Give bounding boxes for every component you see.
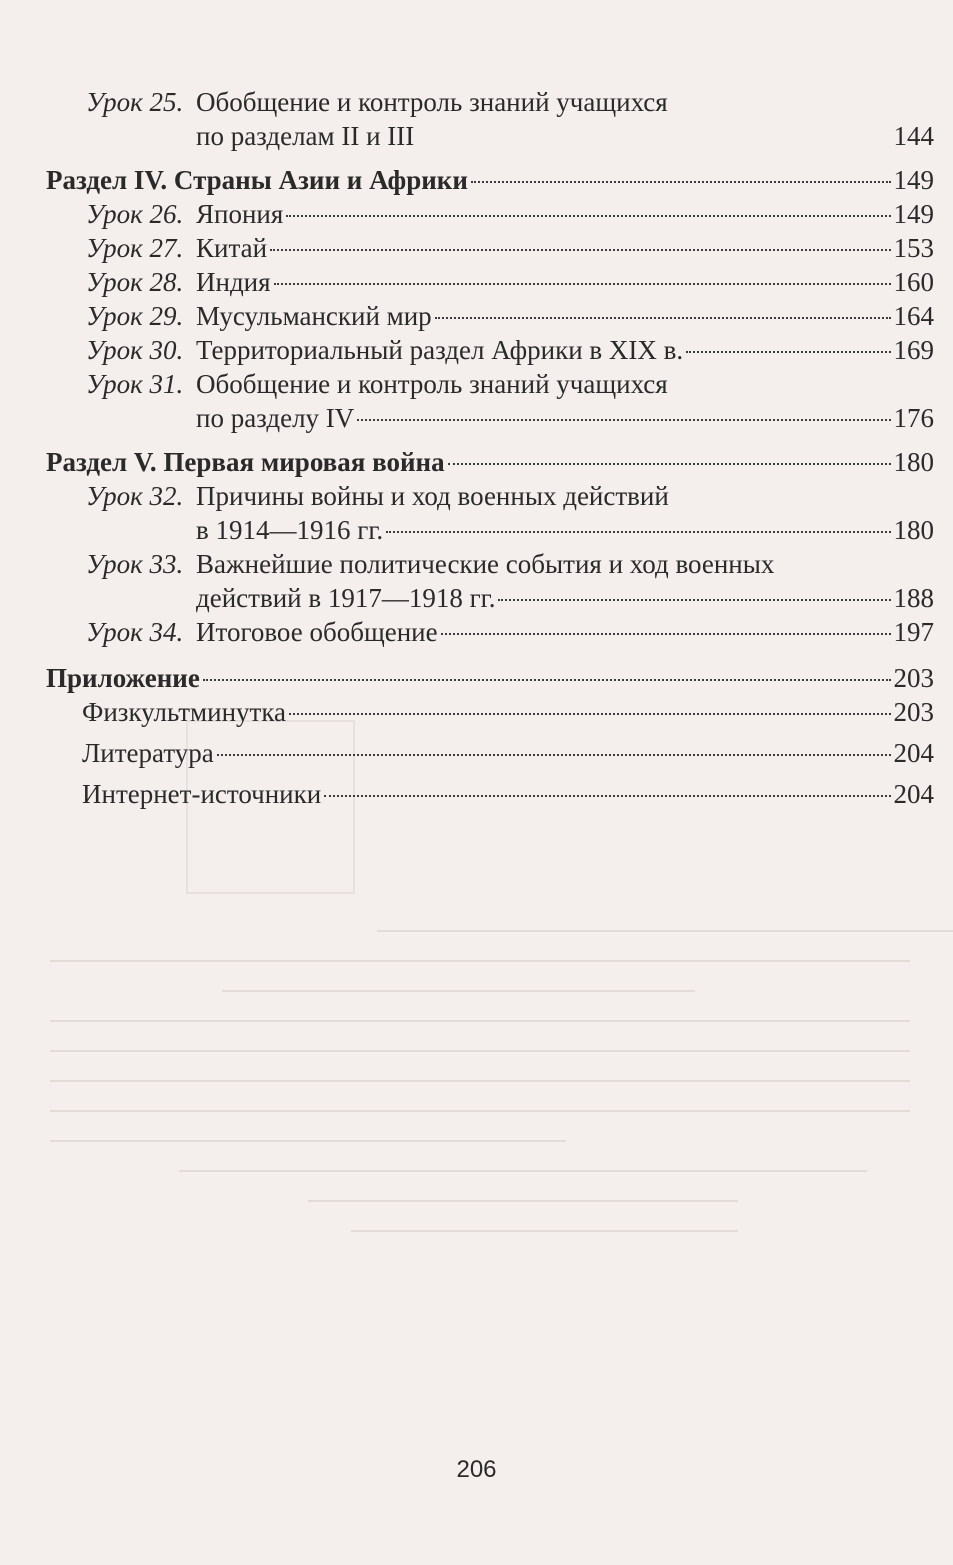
- toc-entry-lesson-34[interactable]: [46, 617, 934, 651]
- page-ref: 160: [893, 267, 934, 297]
- page-ref: 204: [893, 738, 934, 768]
- appendix-title: Приложение: [46, 663, 200, 693]
- toc-entry-lesson-30[interactable]: [46, 335, 934, 369]
- toc-entry-lesson-33-cont[interactable]: [46, 583, 934, 617]
- lesson-number: Урок 31.: [86, 369, 184, 399]
- page-ref: 197: [893, 617, 934, 647]
- page-ref: 149: [893, 165, 934, 195]
- appendix-item-title: Интернет-источники: [82, 779, 322, 809]
- dot-leader: [448, 463, 891, 465]
- appendix-item-title: Физкультминутка: [82, 697, 287, 727]
- lesson-title-line2: по разделу IV: [196, 403, 355, 433]
- lesson-title-line1: Обобщение и контроль знаний учащихся: [196, 369, 668, 399]
- lesson-title-line2: в 1914—1916 гг.: [196, 515, 384, 545]
- page-ref: 144: [893, 121, 934, 151]
- section-title: Раздел V. Первая мировая война: [46, 447, 445, 477]
- page-ref: 203: [893, 697, 934, 727]
- lesson-title-line2: действий в 1917—1918 гг.: [196, 583, 496, 613]
- table-of-contents: [46, 87, 934, 820]
- lesson-number: Урок 25.: [86, 87, 184, 117]
- page-ref: 169: [893, 335, 934, 365]
- toc-appendix-item-literatura[interactable]: [46, 738, 934, 779]
- toc-entry-lesson-32[interactable]: [46, 481, 934, 515]
- page-ref: 204: [893, 779, 934, 809]
- lesson-number: Урок 26.: [86, 199, 184, 229]
- dot-leader: [357, 419, 890, 421]
- dot-leader: [441, 633, 891, 635]
- toc-entry-lesson-32-cont[interactable]: [46, 515, 934, 549]
- toc-appendix[interactable]: [46, 663, 934, 697]
- toc-entry-lesson-25[interactable]: [46, 87, 934, 121]
- dot-leader: [435, 317, 891, 319]
- lesson-number: Урок 30.: [86, 335, 184, 365]
- page-ref: 176: [893, 403, 934, 433]
- toc-entry-lesson-31[interactable]: [46, 369, 934, 403]
- toc-appendix-item-internet[interactable]: [46, 779, 934, 820]
- toc-entry-lesson-27[interactable]: [46, 233, 934, 267]
- lesson-number: Урок 28.: [86, 267, 184, 297]
- toc-entry-lesson-26[interactable]: [46, 199, 934, 233]
- lesson-number: Урок 29.: [86, 301, 184, 331]
- lesson-title-line1: Важнейшие политические события и ход военных: [196, 549, 775, 579]
- dot-leader: [324, 795, 890, 797]
- dot-leader: [386, 531, 890, 533]
- dot-leader: [686, 351, 890, 353]
- dot-leader: [286, 215, 890, 217]
- lesson-title: Территориальный раздел Африки в XIX в.: [196, 335, 684, 365]
- dot-leader: [289, 713, 890, 715]
- toc-entry-lesson-33[interactable]: [46, 549, 934, 583]
- section-title: Раздел IV. Страны Азии и Африки: [46, 165, 468, 195]
- lesson-title: Китай: [196, 233, 268, 263]
- page-ref: 203: [893, 663, 934, 693]
- toc-section-5[interactable]: [46, 447, 934, 481]
- toc-appendix-item-fizkultminutka[interactable]: [46, 697, 934, 738]
- lesson-title-line1: Обобщение и контроль знаний учащихся: [196, 87, 668, 117]
- page-ref: 149: [893, 199, 934, 229]
- dot-leader: [274, 283, 891, 285]
- page-ref: 188: [893, 583, 934, 613]
- page-ref: 164: [893, 301, 934, 331]
- lesson-title: Япония: [196, 199, 284, 229]
- show-through-text: [50, 930, 910, 1350]
- dot-leader: [270, 249, 890, 251]
- page-ref: 180: [893, 447, 934, 477]
- dot-leader: [217, 754, 891, 756]
- lesson-number: Урок 34.: [86, 617, 184, 647]
- dot-leader: [471, 181, 891, 183]
- dot-leader: [203, 679, 891, 681]
- page-number: 206: [456, 1456, 497, 1483]
- toc-entry-lesson-28[interactable]: [46, 267, 934, 301]
- lesson-number: Урок 27.: [86, 233, 184, 263]
- page-ref: 153: [893, 233, 934, 263]
- dot-leader: [498, 599, 890, 601]
- lesson-title: Мусульманский мир: [196, 301, 432, 331]
- page-ref: 180: [893, 515, 934, 545]
- toc-section-4[interactable]: [46, 165, 934, 199]
- lesson-title: Индия: [196, 267, 271, 297]
- lesson-title: Итоговое обобщение: [196, 617, 438, 647]
- lesson-number: Урок 32.: [86, 481, 184, 511]
- toc-entry-lesson-29[interactable]: [46, 301, 934, 335]
- lesson-title-line2: по разделам II и III: [196, 121, 415, 151]
- lesson-title-line1: Причины войны и ход военных действий: [196, 481, 669, 511]
- lesson-number: Урок 33.: [86, 549, 184, 579]
- appendix-item-title: Литература: [82, 738, 214, 768]
- toc-entry-lesson-31-cont[interactable]: [46, 403, 934, 437]
- toc-entry-lesson-25-cont[interactable]: [46, 121, 934, 155]
